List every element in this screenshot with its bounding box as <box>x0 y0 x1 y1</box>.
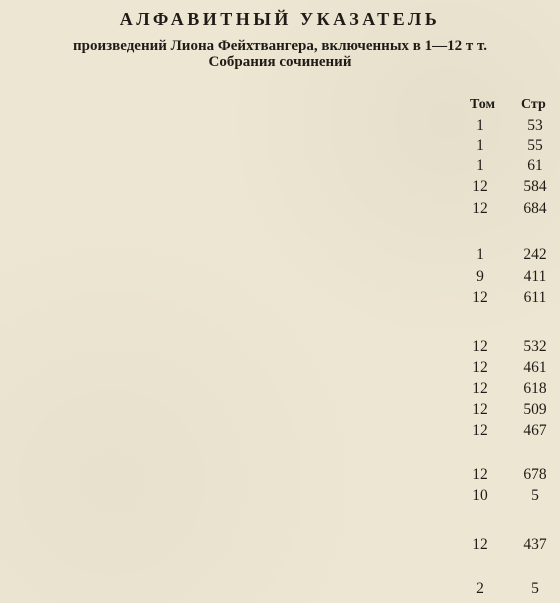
entry-volume: 10 <box>472 487 488 504</box>
entry-volume: 12 <box>472 289 488 306</box>
index-entry <box>0 116 560 136</box>
entry-page: 55 <box>527 137 543 154</box>
index-entry <box>0 486 560 506</box>
subtitle-line-1: произведений Лиона Фейхтвангера, включенных в 1—12 т т. <box>72 38 487 54</box>
entry-volume: 9 <box>476 268 484 285</box>
entry-page: 532 <box>523 338 547 355</box>
entry-volume: 1 <box>476 137 484 154</box>
index-entry <box>0 288 560 308</box>
entry-page: 242 <box>523 246 547 263</box>
index-entry <box>0 177 560 197</box>
entry-page: 5 <box>531 487 539 504</box>
entry-volume: 1 <box>476 117 484 134</box>
entry-page: 61 <box>527 157 543 174</box>
index-entry <box>0 400 560 420</box>
entry-page: 411 <box>523 268 547 285</box>
entry-page: 509 <box>523 401 547 418</box>
entry-page: 461 <box>523 359 547 376</box>
column-header-volume: Том <box>470 97 495 112</box>
entry-volume: 12 <box>472 178 488 195</box>
entry-page: 678 <box>523 466 547 483</box>
index-entry <box>0 199 560 219</box>
entry-volume: 12 <box>472 338 488 355</box>
entry-page: 467 <box>523 422 547 439</box>
entry-volume: 2 <box>476 580 484 597</box>
entry-volume: 1 <box>476 157 484 174</box>
index-entry <box>0 465 560 485</box>
entry-volume: 12 <box>472 536 488 553</box>
index-entry <box>0 379 560 399</box>
page-subtitle <box>0 38 560 70</box>
entry-volume: 12 <box>472 380 488 397</box>
index-entry <box>0 156 560 176</box>
entry-volume: 12 <box>472 466 488 483</box>
entry-page: 584 <box>523 178 547 195</box>
index-entry <box>0 535 560 555</box>
index-entry <box>0 136 560 156</box>
entry-page: 5 <box>531 580 539 597</box>
entry-page: 618 <box>523 380 547 397</box>
entry-volume: 1 <box>476 246 484 263</box>
subtitle-line-2: Собрания сочинений <box>208 54 352 70</box>
index-entry <box>0 267 560 287</box>
entry-page: 611 <box>523 289 547 306</box>
column-header-page: Стр <box>521 97 546 112</box>
entry-volume: 12 <box>472 359 488 376</box>
index-entry <box>0 421 560 441</box>
page-title: АЛФАВИТНЫЙ УКАЗАТЕЛЬ <box>119 9 441 29</box>
index-entry <box>0 245 560 265</box>
entry-page: 684 <box>523 200 547 217</box>
entry-page: 53 <box>527 117 543 134</box>
index-entry <box>0 358 560 378</box>
entry-volume: 12 <box>472 200 488 217</box>
index-entry <box>0 337 560 357</box>
entry-page: 437 <box>523 536 547 553</box>
entry-volume: 12 <box>472 422 488 439</box>
index-entry <box>0 579 560 599</box>
entry-volume: 12 <box>472 401 488 418</box>
